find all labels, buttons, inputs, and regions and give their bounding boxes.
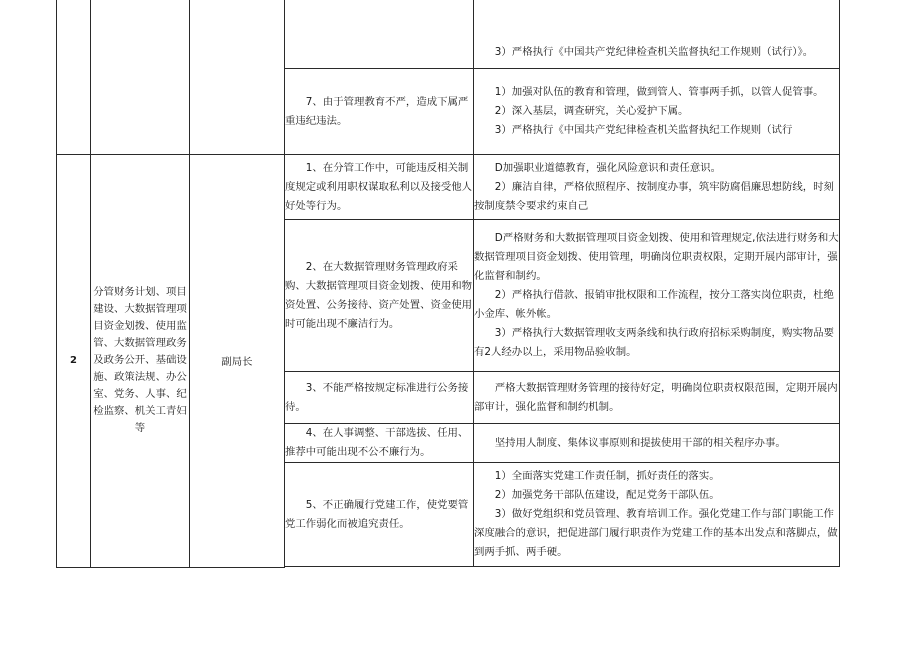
measure-item: 2）严格执行借款、报销审批权限和工作流程，按分工落实岗位职责，杜绝小金库、帐外帐。 <box>474 289 834 320</box>
measure-cell <box>474 0 840 69</box>
role-cell <box>190 0 285 155</box>
measure-cell <box>474 155 840 220</box>
measure-cell <box>474 372 840 424</box>
risk-cell: 3、不能严格按规定标准进行公务接待。 <box>285 372 474 424</box>
measure-item: 3）严格执行《中国共产党纪律检查机关监督执纪工作规则（试行 <box>494 124 793 136</box>
measure-item: D严格财务和大数据管理项目资金划拨、使用和管理规定,依法进行财务和大数据管理项目资金划拨、使用管理，明确岗位职责权限，定期开展内部审计，强化监督和制约。 <box>474 232 839 282</box>
scope-text: 分管财务计划、项目建设、大数据管理项目资金划拨、使用监管、大数据管理政务及政务公开、基础设施、政策法规、办公室、党务、人事、纪检监察、机关工青妇等 <box>91 155 190 568</box>
risk-cell <box>285 0 474 69</box>
measure-item: 2）廉洁自律，严格依照程序、按制度办事，筑牢防腐倡廉思想防线，时刻按制度禁令要求约束自己 <box>474 180 834 212</box>
row-number: 2 <box>57 155 91 568</box>
table-row <box>57 155 840 220</box>
measure-item: 1）加强对队伍的教育和管理，做到管人、管事两手抓，以管人促管事。 <box>494 86 824 98</box>
scope-cell <box>91 0 190 155</box>
risk-cell: 7、由于管理教育不严，造成下属严重违纪违法。 <box>285 69 474 155</box>
measure-item: 3）严格执行大数据管理收支两条线和执行政府招标采购制度，购实物品要有2人经办以上，采用物品验收制。 <box>474 327 834 358</box>
number-cell <box>57 0 91 155</box>
measure-item: 严格大数据管理财务管理的接待好定，明确岗位职责权限范围，定期开展内部审计，强化监督和制约机制。 <box>474 381 838 413</box>
measure-cell <box>474 69 840 155</box>
measure-cell <box>474 463 840 567</box>
measure-item: 坚持用人制度、集体议事原则和提拔使用干部的相关程序办事。 <box>494 436 786 449</box>
measure-item: 3）做好党组织和党员管理、教育培训工作。强化党建工作与部门职能工作深度融合的意识，把促进部门履行职责作为党建工作的基本出发点和落脚点，做到两手抓、两手硬。 <box>474 508 838 558</box>
risk-cell: 4、在人事调整、干部选拔、任用、推荐中可能出现不公不廉行为。 <box>285 424 474 463</box>
risk-cell: 1、在分管工作中，可能违反相关制度规定或利用职权谋取私利以及接受他人好处等行为。 <box>285 155 474 220</box>
risk-cell: 2、在大数据管理财务管理政府采购、大数据管理项目资金划拨、使用和物资处置、公务接待、资产处置、资金使用时可能出现不廉洁行为。 <box>285 220 474 372</box>
role-text: 副局长 <box>190 155 285 568</box>
measure-item: 3）严格执行《中国共产党纪律检查机关监督执纪工作规则（试行）》。 <box>494 46 814 58</box>
risk-prevention-table <box>56 0 840 568</box>
table-row <box>57 0 840 69</box>
measure-cell <box>474 424 840 463</box>
measure-item: D加强职业道德教育，强化风险意识和责任意识。 <box>494 161 721 174</box>
measure-item: 2）加强党务干部队伍建设，配足党务干部队伍。 <box>494 489 720 501</box>
measure-item: 2）深入基层，调查研究，关心爱护下属。 <box>494 105 689 117</box>
risk-cell: 5、不正确履行党建工作，使党要管党工作弱化而被追究责任。 <box>285 463 474 567</box>
measure-cell <box>474 220 840 372</box>
measure-item: 1）全面落实党建工作责任制，抓好责任的落实。 <box>494 470 720 482</box>
